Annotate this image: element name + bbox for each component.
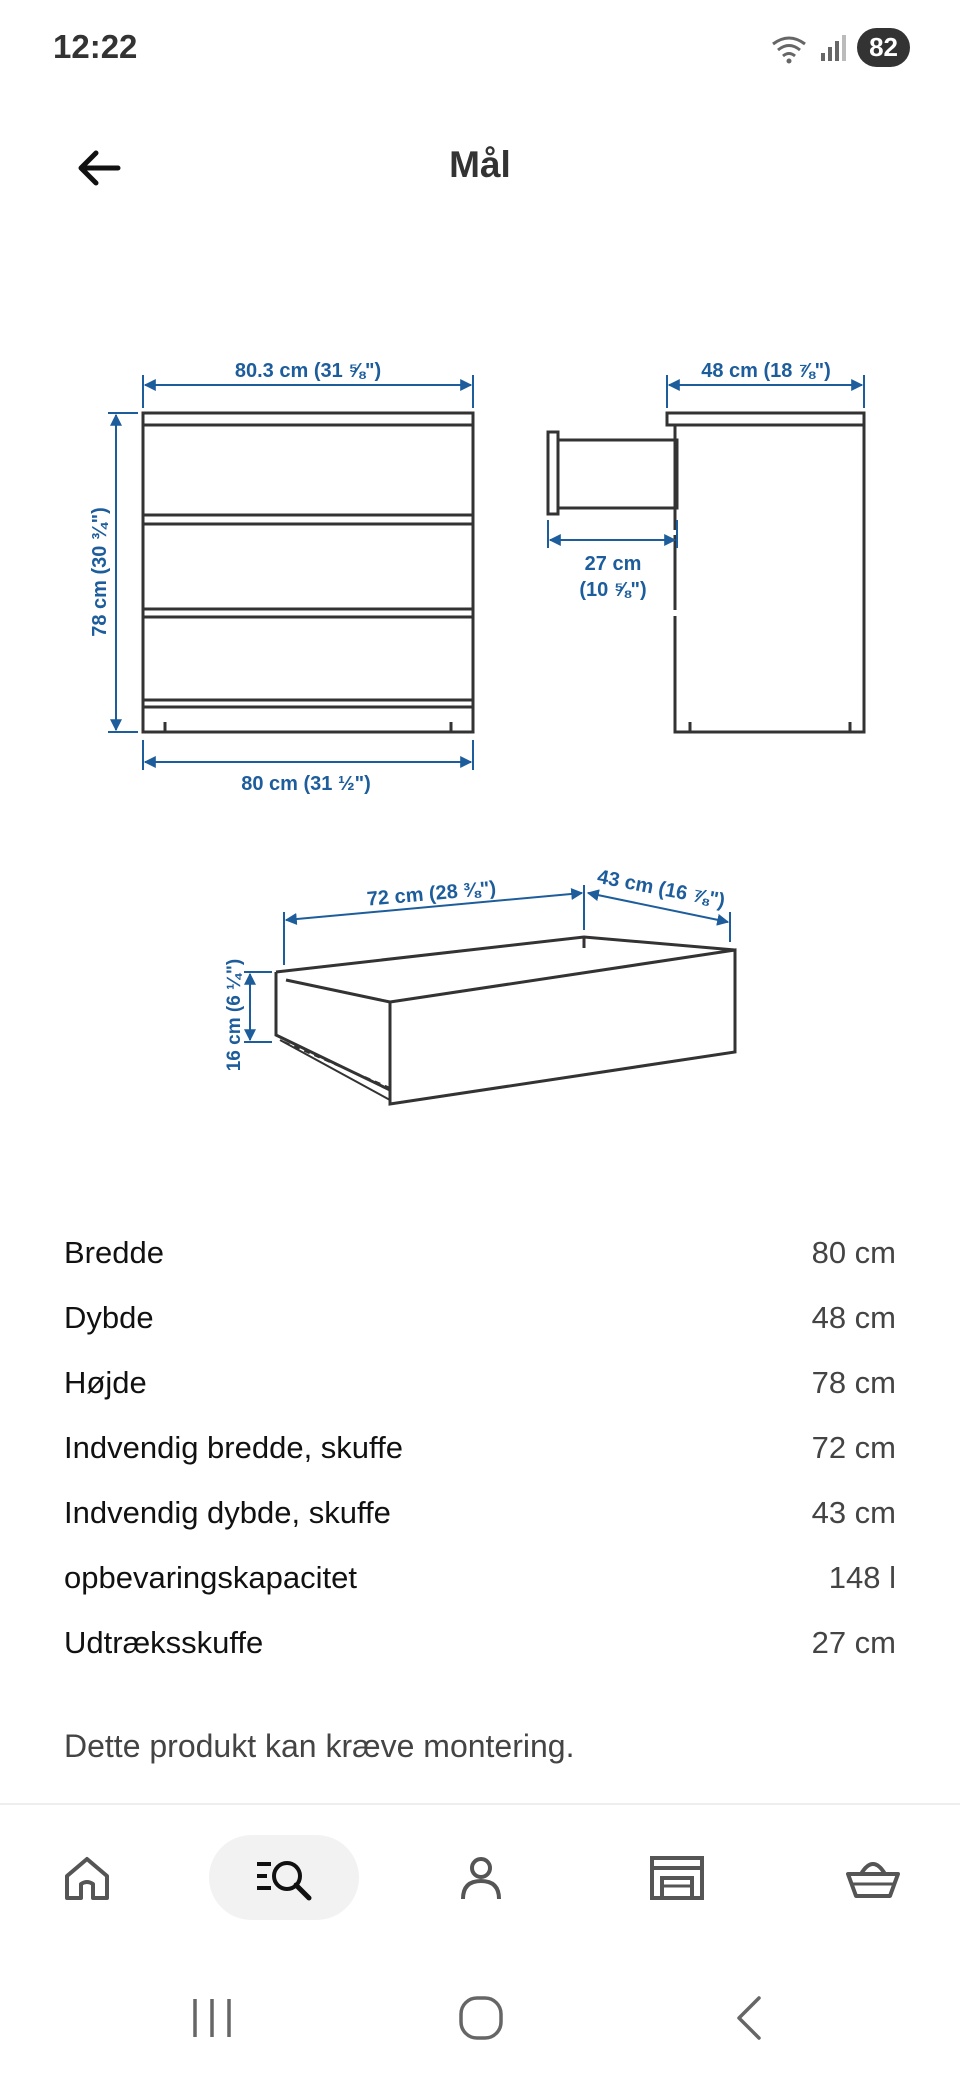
dimension-label: Indvendig bredde, skuffe xyxy=(64,1429,403,1465)
drawer-extension-in-label: (10 ⅝") xyxy=(579,579,647,601)
store-icon xyxy=(648,1852,706,1904)
status-bar xyxy=(0,0,960,100)
dimension-label: Bredde xyxy=(64,1234,164,1270)
dimension-label: Indvendig dybde, skuffe xyxy=(64,1494,391,1530)
drawer-extension-cm-label: 27 cm xyxy=(584,553,642,575)
recent-apps-icon xyxy=(187,1993,237,2043)
dimension-value: 148 l xyxy=(828,1559,896,1595)
system-nav-bar xyxy=(0,1960,960,2080)
status-time: 12:22 xyxy=(53,28,138,65)
dimension-value: 80 cm xyxy=(811,1234,896,1270)
dimension-label: Dybde xyxy=(64,1299,154,1335)
nav-search[interactable] xyxy=(209,1835,359,1920)
page-title: Mål xyxy=(449,144,511,185)
recent-apps-button[interactable] xyxy=(172,1988,252,2048)
list-item xyxy=(64,1350,896,1415)
nav-basket[interactable] xyxy=(798,1835,948,1920)
home-circle-icon xyxy=(456,1993,506,2043)
list-item xyxy=(64,1545,896,1610)
drawer-height-label: 16 cm (6 ¼") xyxy=(224,958,245,1072)
drawer-view xyxy=(276,937,735,1104)
nav-home[interactable] xyxy=(12,1835,162,1920)
assembly-note: Dette produkt kan kræve montering. xyxy=(64,1728,575,1764)
profile-icon xyxy=(455,1852,507,1904)
bottom-nav xyxy=(0,1805,960,1950)
dimension-label: Udtræksskuffe xyxy=(64,1624,264,1660)
dimension-value: 72 cm xyxy=(811,1429,896,1465)
dimension-label: opbevaringskapacitet xyxy=(64,1559,357,1595)
list-item xyxy=(64,1480,896,1545)
nav-profile[interactable] xyxy=(406,1835,556,1920)
front-dimensions xyxy=(108,375,473,770)
home-icon xyxy=(61,1852,113,1904)
status-icons xyxy=(769,28,910,67)
home-system-button[interactable] xyxy=(441,1988,521,2048)
battery-indicator: 82 xyxy=(857,28,910,67)
dimension-value: 43 cm xyxy=(811,1494,896,1530)
app-bar xyxy=(0,120,960,216)
list-item xyxy=(64,1220,896,1285)
wifi-icon xyxy=(769,32,809,64)
list-item xyxy=(64,1285,896,1350)
dimension-value: 27 cm xyxy=(811,1624,896,1660)
dimension-value: 78 cm xyxy=(811,1364,896,1400)
dimension-value: 48 cm xyxy=(811,1299,896,1335)
dimension-list xyxy=(64,1220,896,1675)
nav-store[interactable] xyxy=(602,1835,752,1920)
height-label: 78 cm (30 ¾") xyxy=(89,507,111,637)
width-bottom-label: 80 cm (31 ½") xyxy=(241,773,371,795)
dimension-diagram xyxy=(0,300,960,1120)
dimension-label: Højde xyxy=(64,1364,147,1400)
width-top-label: 80.3 cm (31 ⅝") xyxy=(234,360,382,382)
basket-icon xyxy=(844,1852,902,1904)
list-item xyxy=(64,1415,896,1480)
side-dimensions xyxy=(548,375,864,548)
list-item xyxy=(64,1610,896,1675)
chevron-left-icon xyxy=(725,1993,775,2043)
back-system-button[interactable] xyxy=(710,1988,790,2048)
depth-label: 48 cm (18 ⅞") xyxy=(701,360,831,382)
search-icon xyxy=(253,1852,315,1904)
front-view xyxy=(143,413,473,732)
drawer-width-label: 72 cm (28 ⅜") xyxy=(365,877,497,911)
signal-icon xyxy=(819,33,847,63)
drawer-depth-label: 43 cm (16 ⅞") xyxy=(595,865,727,913)
